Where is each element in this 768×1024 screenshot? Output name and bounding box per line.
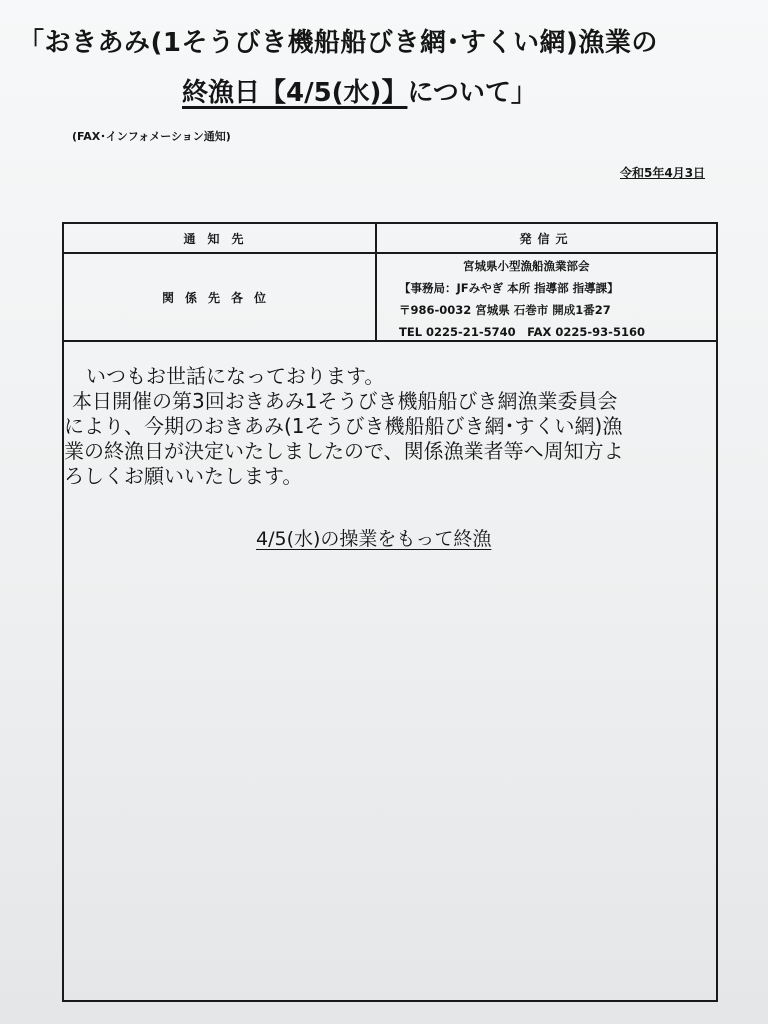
sender-contact: TEL 0225-21-5740 FAX 0225-93-5160	[399, 325, 645, 339]
recipient-header: 通知先	[64, 224, 377, 254]
recipient-value: 関係先各位	[64, 254, 377, 342]
body-line: いつもお世話になっております。	[86, 364, 385, 388]
body-line: ろしくお願いいたします。	[64, 464, 303, 488]
sender-details	[377, 254, 716, 342]
document-title-line1: 「おきあみ(1そうびき機船船びき網･すくい網)漁業の	[18, 28, 658, 58]
title-suffix: について」	[407, 78, 537, 108]
sender-header: 発信元	[377, 224, 716, 254]
sender-organization: 宮城県小型漁船漁業部会	[463, 259, 590, 273]
document-title-line2	[182, 72, 537, 109]
end-date-heading: 終漁日【4/5(水)】	[182, 78, 408, 108]
body-line: により、今期のおきあみ(1そうびき機船船びき網･すくい網)漁	[64, 414, 623, 438]
issue-date: 令和5年4月3日	[620, 166, 706, 180]
body-line: 本日開催の第3回おきあみ1そうびき機船船びき網漁業委員会	[72, 389, 618, 413]
closing-statement: 4/5(水)の操業をもって終漁	[256, 528, 492, 550]
notice-body	[64, 364, 716, 489]
sender-office: 【事務局：JFみやぎ 本所 指導部 指導課】	[399, 281, 619, 295]
sender-address: 〒986-0032 宮城県 石巻市 開成1番27	[399, 303, 611, 317]
fax-notice-label: (FAX･インフォメーション通知)	[72, 130, 231, 143]
body-line: 業の終漁日が決定いたしましたので、関係漁業者等へ周知方よ	[64, 439, 624, 463]
notice-frame	[62, 222, 718, 1002]
